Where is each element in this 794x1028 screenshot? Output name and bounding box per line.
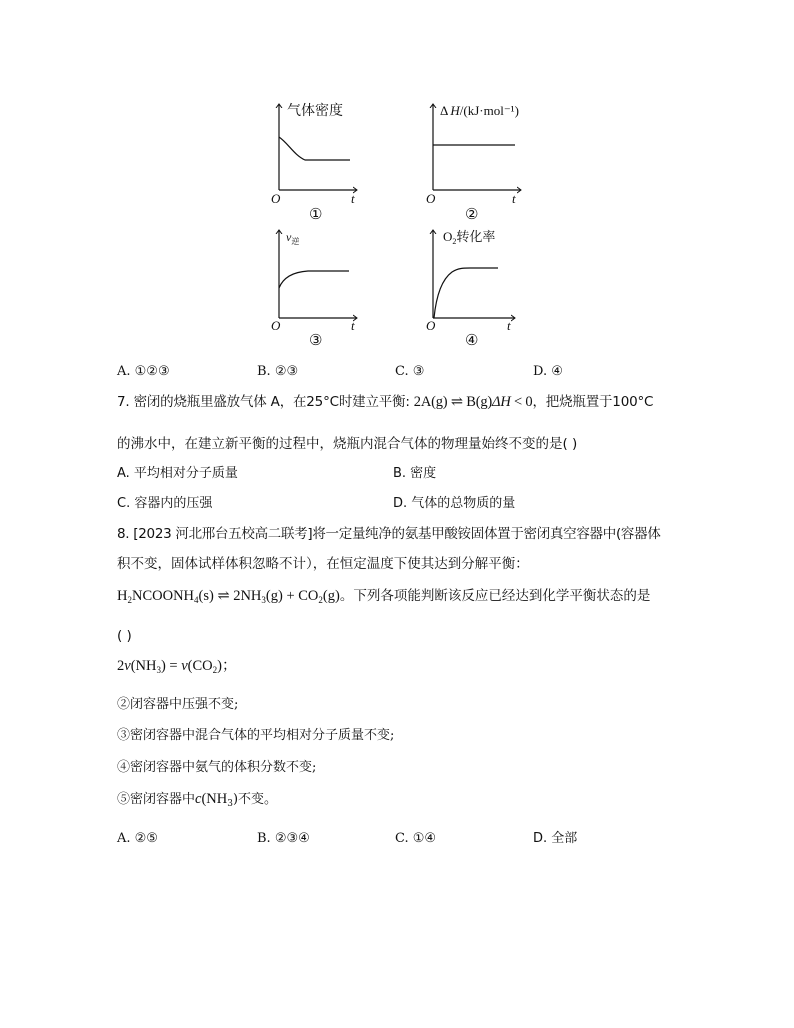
graph-3-y-label: $v_逆$ — [286, 230, 300, 246]
graph-4 — [426, 229, 515, 349]
graph-4-number: ④ — [465, 333, 479, 349]
q7-stem-text-b: ，把烧瓶置于100°C — [532, 394, 654, 410]
q6-option-b: B. ②③ — [257, 364, 299, 379]
q8-stem-text-tail: 。下列各项能判断该反应已经达到化学平衡状态的是 — [339, 588, 651, 604]
graph-1-x-label: t — [351, 191, 355, 206]
q8-option-b: B. ②③④ — [257, 831, 310, 846]
graph-1-number: ① — [309, 207, 323, 223]
q7-option-d: D. 气体的总物质的量 — [393, 496, 516, 511]
q7-option-a: A. 平均相对分子质量 — [117, 466, 238, 481]
graph-3-origin: O — [271, 318, 281, 333]
graph-4-origin: O — [426, 318, 436, 333]
q6-option-a: A. ①②③ — [117, 364, 170, 379]
q8-stem-line-1: 8. [2023 河北邢台五校高二联考]将一定量纯净的氨基甲酸铵固体置于密闭真空容器中(容器体 — [117, 526, 661, 542]
graph-3-curve — [279, 271, 349, 288]
q6-option-d: D. ④ — [533, 364, 563, 379]
graph-2-x-label: t — [512, 191, 516, 206]
graph-2-number: ② — [465, 207, 479, 223]
q6-option-c: C. ③ — [395, 364, 425, 379]
graph-2 — [426, 103, 521, 223]
graph-panel — [0, 0, 794, 360]
q7-option-c: C. 容器内的压强 — [117, 496, 213, 511]
q7-stem-line-2: 的沸水中，在建立新平衡的过程中，烧瓶内混合气体的物理量始终不变的是( ) — [117, 436, 578, 452]
q8-option-a: A. ②⑤ — [117, 831, 158, 846]
graph-1-curve — [279, 137, 350, 160]
q8-answer-paren: ( ) — [117, 628, 132, 644]
graph-2-origin: O — [426, 191, 436, 206]
graph-3-number: ③ — [309, 333, 323, 349]
q8-option-d: D. 全部 — [533, 831, 578, 846]
q8-item-2: ②闭容器中压强不变; — [117, 697, 239, 712]
q8-equation: $H_2NCOONH_4(s)$ ⇌ $2NH_3(g) + CO_2(g)$ — [117, 588, 340, 605]
q7-equation: 2A(g) ⇌ B(g)ΔH < 0 — [413, 394, 533, 410]
graph-1-origin: O — [271, 191, 281, 206]
graph-4-x-label: t — [507, 318, 511, 333]
q7-stem-text-a: 7. 密闭的烧瓶里盛放气体 A，在25°C时建立平衡: — [117, 394, 414, 410]
graph-1-y-label: 气体密度 — [287, 104, 343, 119]
q8-item-5: ⑤密闭容器中$c(NH_3)$不变。 — [117, 791, 278, 809]
q8-stem-line-3 — [117, 587, 650, 605]
q7-stem-line-1 — [117, 393, 653, 411]
q7-option-b: B. 密度 — [393, 466, 437, 481]
q8-item-1: $2v(NH_3) = v(CO_2)$； — [117, 658, 237, 675]
graph-2-y-label: Δ H/(kJ·mol⁻¹) — [440, 103, 519, 118]
q8-stem-line-2: 积不变，固体试样体积忽略不计），在恒定温度下使其达到分解平衡： — [117, 556, 529, 572]
graph-4-curve — [434, 268, 498, 318]
q8-item-3: ③密闭容器中混合气体的平均相对分子质量不变; — [117, 728, 395, 743]
q8-option-c: C. ①④ — [395, 831, 437, 846]
graph-3-x-label: t — [351, 318, 355, 333]
graph-1 — [271, 102, 357, 223]
graph-4-y-label: $O_2$转化率 — [443, 229, 496, 246]
graph-3 — [271, 230, 357, 349]
q8-item-4: ④密闭容器中氨气的体积分数不变; — [117, 760, 317, 775]
